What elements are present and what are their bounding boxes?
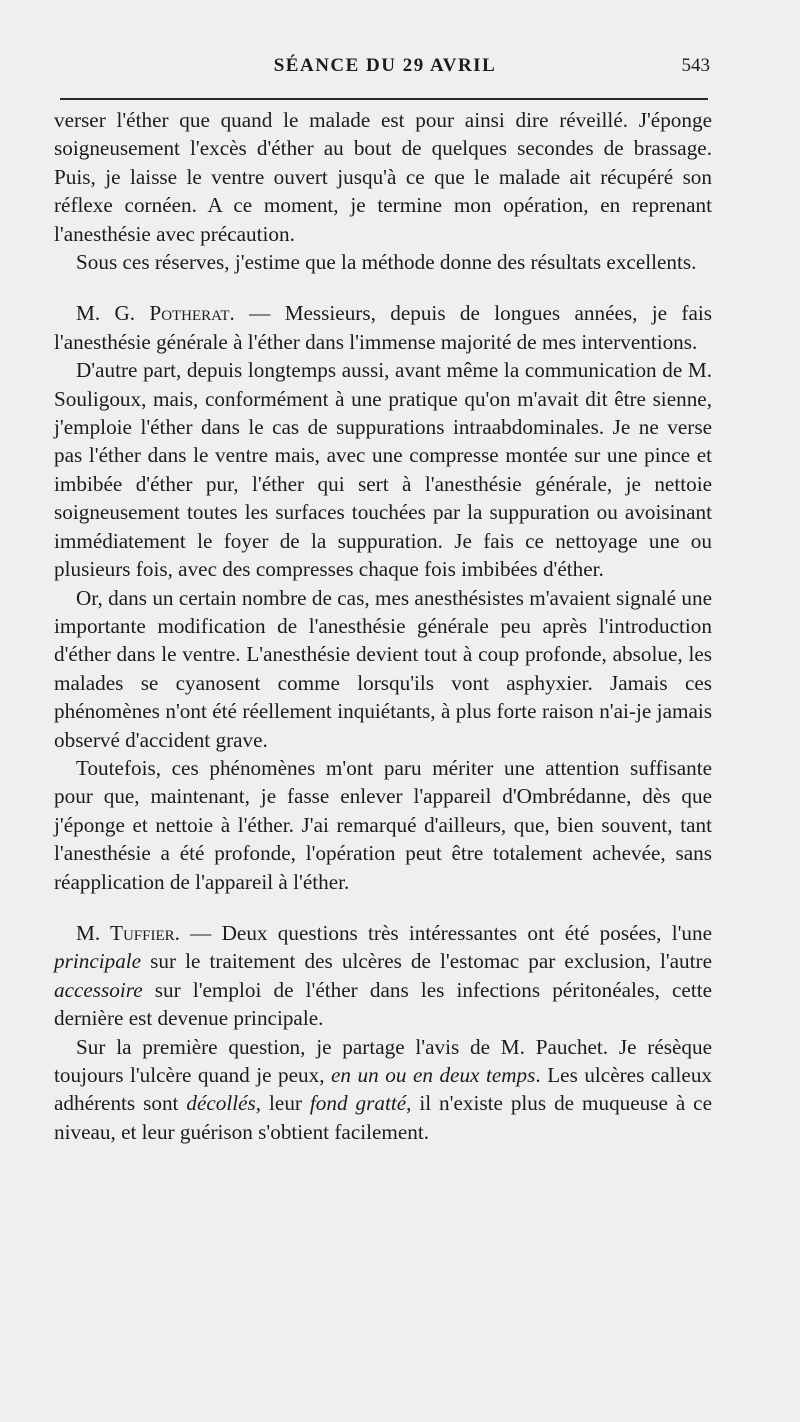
body-text bbox=[54, 106, 712, 1146]
emphasis: en un ou en deux temps bbox=[331, 1063, 536, 1087]
paragraph-text: Toutefois, ces phénomènes m'ont paru mériter une attention suffisante pour que, maintenant, je fasse enlever l'appareil d'Ombrédanne, dès que j'éponge et nettoie à l'éther. J'ai remarqué d'ailleurs, que, bien souvent, tant l'anesthésie a été profonde, l'opération peut être totalement achevée, sans réapplication de l'appareil à l'éther. bbox=[54, 755, 712, 894]
paragraph-text: Or, dans un certain nombre de cas, mes anesthésistes m'avaient signalé une importante modification de l'anesthésie générale peu après l'introduction d'éther dans le ventre. L'anesthésie devient tout à coup profonde, absolue, les malades se cyanosent comme lorsqu'ils vont asphyxier. Jamais ces phénomènes n'ont été réellement inquiétants, à plus forte raison n'ai-je jamais observé d'accident grave. bbox=[54, 585, 712, 752]
paragraph-text: — Deux questions très intéressantes ont été posées, l'une bbox=[179, 920, 712, 945]
emphasis: accessoire bbox=[54, 977, 143, 1002]
page-header bbox=[60, 55, 710, 85]
paragraph bbox=[54, 248, 712, 276]
paragraph bbox=[54, 754, 712, 896]
paragraph bbox=[54, 106, 712, 248]
speaker-name: M. Tuffier. bbox=[76, 920, 180, 945]
paragraph bbox=[54, 1033, 712, 1147]
paragraph bbox=[54, 919, 712, 1033]
header-rule bbox=[60, 98, 708, 100]
paragraph-text: verser l'éther que quand le malade est pour ainsi dire réveillé. J'éponge soigneusement l'excès d'éther au bout de quelques secondes de brassage. Puis, je laisse le ventre ouvert jusqu'à ce que le malade ait récupéré son réflexe cornéen. A ce moment, je termine mon opération, en reprenant l'anesthésie avec précaution. bbox=[54, 108, 712, 246]
paragraph-text: sur le traitement des ulcères de l'estomac par exclusion, l'autre bbox=[141, 949, 712, 974]
paragraph bbox=[54, 356, 712, 583]
paragraph-text: sur l'emploi de l'éther dans les infections péritonéales, cette dernière est devenue principale. bbox=[54, 977, 712, 1031]
paragraph-text: — Messieurs, depuis de longues années, je fais l'anesthésie générale à l'éther dans l'immense majorité de mes interventions. bbox=[54, 301, 712, 354]
paragraph bbox=[54, 299, 712, 356]
paragraph-text: , leur bbox=[255, 1091, 310, 1116]
paragraph-text: Sous ces réserves, j'estime que la méthode donne des résultats excellents. bbox=[76, 250, 697, 275]
emphasis: principale bbox=[54, 949, 142, 974]
paragraph-text: . Les ulcères calleux adhérents sont bbox=[54, 1063, 713, 1116]
speaker-name: M. G. Potherat. bbox=[76, 301, 235, 326]
paragraph-text: , il n'existe plus de muqueuse à ce niveau, et leur guérison s'obtient facilement. bbox=[54, 1091, 712, 1144]
emphasis: décollés bbox=[186, 1091, 256, 1116]
running-title: SÉANCE DU 29 AVRIL bbox=[273, 55, 497, 76]
paragraph-text: D'autre part, depuis longtemps aussi, avant même la communication de M. Souligoux, mais, conformément à une pratique qu'on m'avait dit être sienne, j'emploie l'éther dans le cas de suppurations intraabdominales. Je ne verse pas l'éther dans le ventre mais, avec une compresse montée sur une pince et imbibée d'éther pur, l'éther qui sert à l'anesthésie générale, je nettoie soigneusement toutes les surfaces touchées par la suppuration ou avoisinant immédiatement le foyer de la suppuration. Je fais ce nettoyage une ou plusieurs fois, avec des compresses chaque fois imbibées d'éther. bbox=[54, 358, 712, 582]
emphasis: fond gratté bbox=[309, 1091, 407, 1116]
paragraph bbox=[54, 584, 712, 754]
page-number: 543 bbox=[681, 55, 710, 76]
paragraph-text: Sur la première question, je partage l'avis de M. Pauchet. Je résèque toujours l'ulcère quand je peux, bbox=[54, 1034, 712, 1087]
